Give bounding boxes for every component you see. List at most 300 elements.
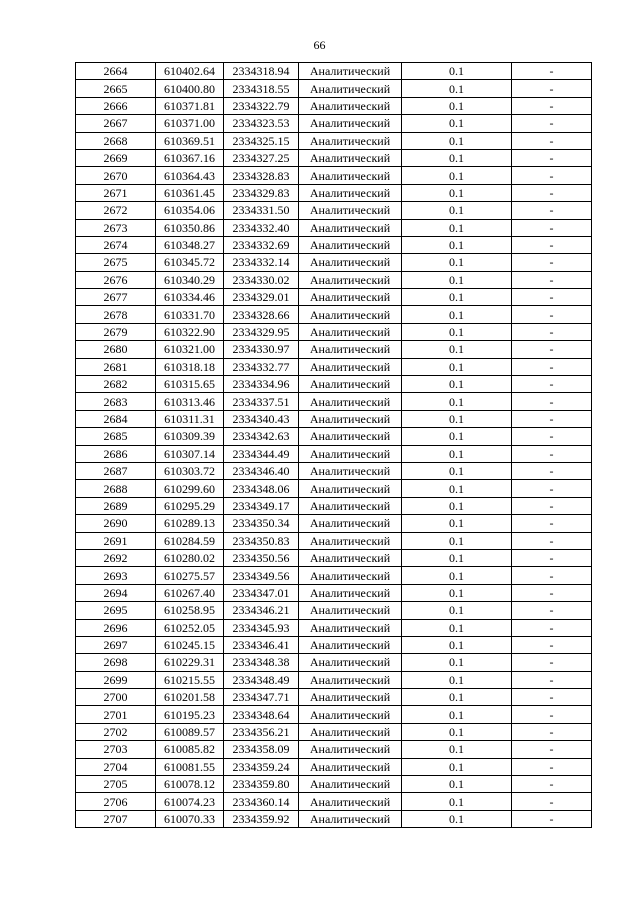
note-cell: - [512, 462, 592, 479]
y-coordinate-cell: 2334323.53 [224, 115, 299, 132]
y-coordinate-cell: 2334349.56 [224, 567, 299, 584]
x-coordinate-cell: 610201.58 [156, 689, 224, 706]
table-row [76, 80, 592, 97]
accuracy-cell: 0.1 [402, 445, 512, 462]
x-coordinate-cell: 610313.46 [156, 393, 224, 410]
page-number: 66 [313, 38, 326, 52]
note-cell: - [512, 271, 592, 288]
y-coordinate-cell: 2334342.63 [224, 428, 299, 445]
method-cell: Аналитический [299, 271, 402, 288]
method-cell: Аналитический [299, 410, 402, 427]
table-row [76, 393, 592, 410]
table-row [76, 810, 592, 827]
method-cell: Аналитический [299, 358, 402, 375]
x-coordinate-cell: 610289.13 [156, 515, 224, 532]
y-coordinate-cell: 2334350.34 [224, 515, 299, 532]
point-number-cell: 2703 [76, 741, 156, 758]
point-number-cell: 2664 [76, 63, 156, 80]
note-cell: - [512, 549, 592, 566]
method-cell: Аналитический [299, 236, 402, 253]
accuracy-cell: 0.1 [402, 306, 512, 323]
point-number-cell: 2706 [76, 793, 156, 810]
method-cell: Аналитический [299, 723, 402, 740]
table-row [76, 619, 592, 636]
y-coordinate-cell: 2334347.71 [224, 689, 299, 706]
point-number-cell: 2672 [76, 202, 156, 219]
y-coordinate-cell: 2334332.40 [224, 219, 299, 236]
accuracy-cell: 0.1 [402, 202, 512, 219]
accuracy-cell: 0.1 [402, 480, 512, 497]
method-cell: Аналитический [299, 480, 402, 497]
y-coordinate-cell: 2334328.83 [224, 167, 299, 184]
x-coordinate-cell: 610331.70 [156, 306, 224, 323]
y-coordinate-cell: 2334329.01 [224, 289, 299, 306]
x-coordinate-cell: 610074.23 [156, 793, 224, 810]
point-number-cell: 2701 [76, 706, 156, 723]
x-coordinate-cell: 610275.57 [156, 567, 224, 584]
method-cell: Аналитический [299, 758, 402, 775]
table-row [76, 341, 592, 358]
point-number-cell: 2707 [76, 810, 156, 827]
note-cell: - [512, 445, 592, 462]
y-coordinate-cell: 2334340.43 [224, 410, 299, 427]
table-row [76, 480, 592, 497]
table-row [76, 584, 592, 601]
x-coordinate-cell: 610371.81 [156, 97, 224, 114]
x-coordinate-cell: 610361.45 [156, 184, 224, 201]
y-coordinate-cell: 2334346.40 [224, 462, 299, 479]
table-row [76, 376, 592, 393]
point-number-cell: 2698 [76, 654, 156, 671]
point-number-cell: 2700 [76, 689, 156, 706]
note-cell: - [512, 636, 592, 653]
accuracy-cell: 0.1 [402, 132, 512, 149]
x-coordinate-cell: 610340.29 [156, 271, 224, 288]
table-row [76, 323, 592, 340]
method-cell: Аналитический [299, 776, 402, 793]
accuracy-cell: 0.1 [402, 602, 512, 619]
accuracy-cell: 0.1 [402, 532, 512, 549]
method-cell: Аналитический [299, 428, 402, 445]
table-row [76, 758, 592, 775]
method-cell: Аналитический [299, 689, 402, 706]
x-coordinate-cell: 610258.95 [156, 602, 224, 619]
table-row [76, 723, 592, 740]
method-cell: Аналитический [299, 202, 402, 219]
table-row [76, 567, 592, 584]
note-cell: - [512, 497, 592, 514]
x-coordinate-cell: 610315.65 [156, 376, 224, 393]
y-coordinate-cell: 2334348.06 [224, 480, 299, 497]
point-number-cell: 2670 [76, 167, 156, 184]
method-cell: Аналитический [299, 149, 402, 166]
note-cell: - [512, 167, 592, 184]
accuracy-cell: 0.1 [402, 584, 512, 601]
note-cell: - [512, 515, 592, 532]
table-row [76, 306, 592, 323]
accuracy-cell: 0.1 [402, 184, 512, 201]
accuracy-cell: 0.1 [402, 323, 512, 340]
point-number-cell: 2684 [76, 410, 156, 427]
accuracy-cell: 0.1 [402, 80, 512, 97]
point-number-cell: 2705 [76, 776, 156, 793]
note-cell: - [512, 376, 592, 393]
y-coordinate-cell: 2334345.93 [224, 619, 299, 636]
note-cell: - [512, 149, 592, 166]
table-row [76, 654, 592, 671]
x-coordinate-cell: 610348.27 [156, 236, 224, 253]
x-coordinate-cell: 610284.59 [156, 532, 224, 549]
point-number-cell: 2692 [76, 549, 156, 566]
y-coordinate-cell: 2334348.64 [224, 706, 299, 723]
accuracy-cell: 0.1 [402, 689, 512, 706]
x-coordinate-cell: 610303.72 [156, 462, 224, 479]
point-number-cell: 2687 [76, 462, 156, 479]
point-number-cell: 2694 [76, 584, 156, 601]
table-row [76, 236, 592, 253]
accuracy-cell: 0.1 [402, 462, 512, 479]
method-cell: Аналитический [299, 619, 402, 636]
method-cell: Аналитический [299, 115, 402, 132]
method-cell: Аналитический [299, 497, 402, 514]
method-cell: Аналитический [299, 289, 402, 306]
note-cell: - [512, 306, 592, 323]
accuracy-cell: 0.1 [402, 706, 512, 723]
method-cell: Аналитический [299, 549, 402, 566]
table-row [76, 132, 592, 149]
method-cell: Аналитический [299, 584, 402, 601]
note-cell: - [512, 810, 592, 827]
x-coordinate-cell: 610195.23 [156, 706, 224, 723]
table-row [76, 115, 592, 132]
note-cell: - [512, 393, 592, 410]
method-cell: Аналитический [299, 532, 402, 549]
accuracy-cell: 0.1 [402, 671, 512, 688]
note-cell: - [512, 184, 592, 201]
x-coordinate-cell: 610350.86 [156, 219, 224, 236]
method-cell: Аналитический [299, 741, 402, 758]
accuracy-cell: 0.1 [402, 236, 512, 253]
x-coordinate-cell: 610215.55 [156, 671, 224, 688]
table-row [76, 219, 592, 236]
x-coordinate-cell: 610322.90 [156, 323, 224, 340]
accuracy-cell: 0.1 [402, 428, 512, 445]
point-number-cell: 2704 [76, 758, 156, 775]
accuracy-cell: 0.1 [402, 758, 512, 775]
y-coordinate-cell: 2334347.01 [224, 584, 299, 601]
accuracy-cell: 0.1 [402, 271, 512, 288]
y-coordinate-cell: 2334334.96 [224, 376, 299, 393]
x-coordinate-cell: 610364.43 [156, 167, 224, 184]
table-row [76, 462, 592, 479]
note-cell: - [512, 132, 592, 149]
y-coordinate-cell: 2334349.17 [224, 497, 299, 514]
method-cell: Аналитический [299, 515, 402, 532]
point-number-cell: 2668 [76, 132, 156, 149]
accuracy-cell: 0.1 [402, 254, 512, 271]
accuracy-cell: 0.1 [402, 167, 512, 184]
y-coordinate-cell: 2334356.21 [224, 723, 299, 740]
note-cell: - [512, 202, 592, 219]
point-number-cell: 2699 [76, 671, 156, 688]
method-cell: Аналитический [299, 654, 402, 671]
note-cell: - [512, 341, 592, 358]
x-coordinate-cell: 610299.60 [156, 480, 224, 497]
method-cell: Аналитический [299, 810, 402, 827]
note-cell: - [512, 236, 592, 253]
point-number-cell: 2676 [76, 271, 156, 288]
x-coordinate-cell: 610070.33 [156, 810, 224, 827]
y-coordinate-cell: 2334344.49 [224, 445, 299, 462]
note-cell: - [512, 80, 592, 97]
note-cell: - [512, 63, 592, 80]
accuracy-cell: 0.1 [402, 219, 512, 236]
point-number-cell: 2667 [76, 115, 156, 132]
y-coordinate-cell: 2334330.97 [224, 341, 299, 358]
coordinates-table [75, 62, 592, 828]
accuracy-cell: 0.1 [402, 741, 512, 758]
table-row [76, 636, 592, 653]
point-number-cell: 2702 [76, 723, 156, 740]
note-cell: - [512, 671, 592, 688]
y-coordinate-cell: 2334318.94 [224, 63, 299, 80]
point-number-cell: 2673 [76, 219, 156, 236]
accuracy-cell: 0.1 [402, 358, 512, 375]
note-cell: - [512, 289, 592, 306]
note-cell: - [512, 115, 592, 132]
y-coordinate-cell: 2334325.15 [224, 132, 299, 149]
method-cell: Аналитический [299, 132, 402, 149]
method-cell: Аналитический [299, 376, 402, 393]
accuracy-cell: 0.1 [402, 341, 512, 358]
x-coordinate-cell: 610321.00 [156, 341, 224, 358]
accuracy-cell: 0.1 [402, 393, 512, 410]
point-number-cell: 2696 [76, 619, 156, 636]
x-coordinate-cell: 610245.15 [156, 636, 224, 653]
point-number-cell: 2681 [76, 358, 156, 375]
table-row [76, 515, 592, 532]
table-row [76, 689, 592, 706]
table-row [76, 671, 592, 688]
accuracy-cell: 0.1 [402, 793, 512, 810]
method-cell: Аналитический [299, 602, 402, 619]
method-cell: Аналитический [299, 393, 402, 410]
method-cell: Аналитический [299, 636, 402, 653]
x-coordinate-cell: 610345.72 [156, 254, 224, 271]
accuracy-cell: 0.1 [402, 376, 512, 393]
accuracy-cell: 0.1 [402, 654, 512, 671]
point-number-cell: 2680 [76, 341, 156, 358]
point-number-cell: 2691 [76, 532, 156, 549]
x-coordinate-cell: 610369.51 [156, 132, 224, 149]
y-coordinate-cell: 2334350.56 [224, 549, 299, 566]
table-row [76, 149, 592, 166]
y-coordinate-cell: 2334327.25 [224, 149, 299, 166]
accuracy-cell: 0.1 [402, 619, 512, 636]
y-coordinate-cell: 2334329.95 [224, 323, 299, 340]
point-number-cell: 2688 [76, 480, 156, 497]
point-number-cell: 2677 [76, 289, 156, 306]
method-cell: Аналитический [299, 80, 402, 97]
note-cell: - [512, 793, 592, 810]
accuracy-cell: 0.1 [402, 723, 512, 740]
y-coordinate-cell: 2334330.02 [224, 271, 299, 288]
accuracy-cell: 0.1 [402, 636, 512, 653]
note-cell: - [512, 689, 592, 706]
point-number-cell: 2685 [76, 428, 156, 445]
point-number-cell: 2693 [76, 567, 156, 584]
table-row [76, 97, 592, 114]
y-coordinate-cell: 2334346.21 [224, 602, 299, 619]
accuracy-cell: 0.1 [402, 149, 512, 166]
y-coordinate-cell: 2334358.09 [224, 741, 299, 758]
x-coordinate-cell: 610078.12 [156, 776, 224, 793]
note-cell: - [512, 428, 592, 445]
x-coordinate-cell: 610085.82 [156, 741, 224, 758]
method-cell: Аналитический [299, 671, 402, 688]
y-coordinate-cell: 2334348.38 [224, 654, 299, 671]
table-row [76, 184, 592, 201]
table-row [76, 793, 592, 810]
point-number-cell: 2665 [76, 80, 156, 97]
note-cell: - [512, 602, 592, 619]
point-number-cell: 2689 [76, 497, 156, 514]
y-coordinate-cell: 2334346.41 [224, 636, 299, 653]
method-cell: Аналитический [299, 97, 402, 114]
method-cell: Аналитический [299, 706, 402, 723]
method-cell: Аналитический [299, 462, 402, 479]
method-cell: Аналитический [299, 63, 402, 80]
point-number-cell: 2675 [76, 254, 156, 271]
point-number-cell: 2666 [76, 97, 156, 114]
table-row [76, 254, 592, 271]
point-number-cell: 2679 [76, 323, 156, 340]
method-cell: Аналитический [299, 167, 402, 184]
accuracy-cell: 0.1 [402, 289, 512, 306]
x-coordinate-cell: 610318.18 [156, 358, 224, 375]
x-coordinate-cell: 610309.39 [156, 428, 224, 445]
accuracy-cell: 0.1 [402, 410, 512, 427]
table-row [76, 741, 592, 758]
y-coordinate-cell: 2334318.55 [224, 80, 299, 97]
y-coordinate-cell: 2334329.83 [224, 184, 299, 201]
method-cell: Аналитический [299, 323, 402, 340]
note-cell: - [512, 97, 592, 114]
point-number-cell: 2674 [76, 236, 156, 253]
note-cell: - [512, 584, 592, 601]
table-row [76, 776, 592, 793]
table-row [76, 445, 592, 462]
accuracy-cell: 0.1 [402, 776, 512, 793]
method-cell: Аналитический [299, 341, 402, 358]
accuracy-cell: 0.1 [402, 810, 512, 827]
table-row [76, 706, 592, 723]
method-cell: Аналитический [299, 219, 402, 236]
point-number-cell: 2697 [76, 636, 156, 653]
method-cell: Аналитический [299, 254, 402, 271]
table-row [76, 63, 592, 80]
point-number-cell: 2671 [76, 184, 156, 201]
x-coordinate-cell: 610400.80 [156, 80, 224, 97]
table-row [76, 202, 592, 219]
note-cell: - [512, 654, 592, 671]
table-row [76, 497, 592, 514]
point-number-cell: 2690 [76, 515, 156, 532]
y-coordinate-cell: 2334332.14 [224, 254, 299, 271]
note-cell: - [512, 480, 592, 497]
note-cell: - [512, 706, 592, 723]
x-coordinate-cell: 610081.55 [156, 758, 224, 775]
note-cell: - [512, 532, 592, 549]
table-row [76, 410, 592, 427]
note-cell: - [512, 254, 592, 271]
x-coordinate-cell: 610252.05 [156, 619, 224, 636]
x-coordinate-cell: 610307.14 [156, 445, 224, 462]
x-coordinate-cell: 610367.16 [156, 149, 224, 166]
x-coordinate-cell: 610280.02 [156, 549, 224, 566]
x-coordinate-cell: 610267.40 [156, 584, 224, 601]
y-coordinate-cell: 2334350.83 [224, 532, 299, 549]
note-cell: - [512, 619, 592, 636]
table-row [76, 167, 592, 184]
y-coordinate-cell: 2334360.14 [224, 793, 299, 810]
point-number-cell: 2686 [76, 445, 156, 462]
x-coordinate-cell: 610089.57 [156, 723, 224, 740]
x-coordinate-cell: 610402.64 [156, 63, 224, 80]
note-cell: - [512, 741, 592, 758]
y-coordinate-cell: 2334332.69 [224, 236, 299, 253]
point-number-cell: 2695 [76, 602, 156, 619]
accuracy-cell: 0.1 [402, 497, 512, 514]
y-coordinate-cell: 2334331.50 [224, 202, 299, 219]
note-cell: - [512, 358, 592, 375]
point-number-cell: 2669 [76, 149, 156, 166]
accuracy-cell: 0.1 [402, 115, 512, 132]
table-row [76, 428, 592, 445]
x-coordinate-cell: 610229.31 [156, 654, 224, 671]
table-row [76, 532, 592, 549]
y-coordinate-cell: 2334332.77 [224, 358, 299, 375]
accuracy-cell: 0.1 [402, 549, 512, 566]
accuracy-cell: 0.1 [402, 567, 512, 584]
table-row [76, 271, 592, 288]
table-row [76, 358, 592, 375]
note-cell: - [512, 410, 592, 427]
point-number-cell: 2683 [76, 393, 156, 410]
y-coordinate-cell: 2334348.49 [224, 671, 299, 688]
table-row [76, 602, 592, 619]
y-coordinate-cell: 2334337.51 [224, 393, 299, 410]
x-coordinate-cell: 610295.29 [156, 497, 224, 514]
note-cell: - [512, 723, 592, 740]
accuracy-cell: 0.1 [402, 515, 512, 532]
method-cell: Аналитический [299, 184, 402, 201]
method-cell: Аналитический [299, 567, 402, 584]
note-cell: - [512, 567, 592, 584]
note-cell: - [512, 323, 592, 340]
accuracy-cell: 0.1 [402, 63, 512, 80]
y-coordinate-cell: 2334359.80 [224, 776, 299, 793]
point-number-cell: 2682 [76, 376, 156, 393]
note-cell: - [512, 758, 592, 775]
x-coordinate-cell: 610354.06 [156, 202, 224, 219]
point-number-cell: 2678 [76, 306, 156, 323]
y-coordinate-cell: 2334328.66 [224, 306, 299, 323]
x-coordinate-cell: 610371.00 [156, 115, 224, 132]
y-coordinate-cell: 2334322.79 [224, 97, 299, 114]
method-cell: Аналитический [299, 306, 402, 323]
note-cell: - [512, 219, 592, 236]
